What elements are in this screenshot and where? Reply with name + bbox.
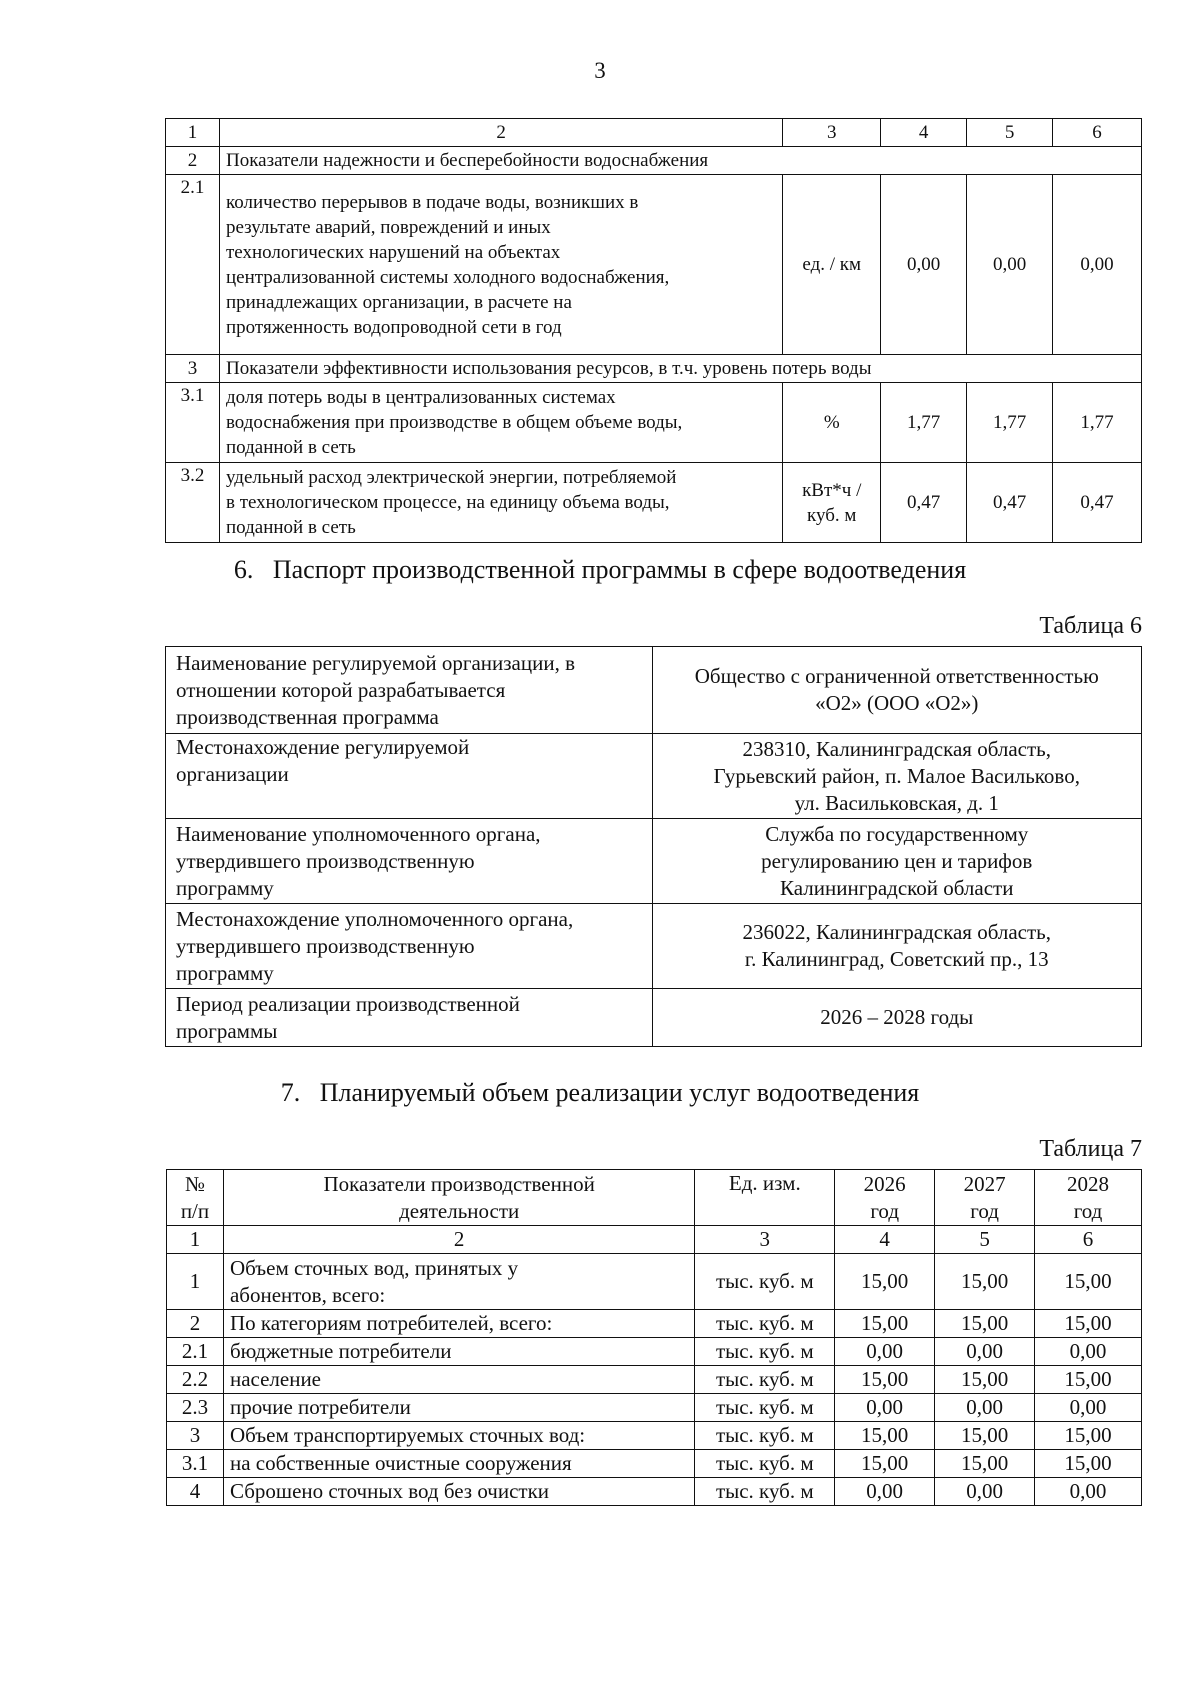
table-row: [167, 1394, 1142, 1422]
value-cell: 15,00: [1035, 1366, 1142, 1394]
col-number: 6: [1035, 1226, 1142, 1254]
wastewater-volume-table: [166, 1169, 1142, 1506]
unit-cell: тыс. куб. м: [695, 1478, 835, 1506]
value-cell: 15,00: [835, 1450, 935, 1478]
row-number: 3: [166, 355, 220, 383]
passport-value: 236022, Калининградская область, г. Калининград, Советский пр., 13: [652, 904, 1142, 989]
table-row: [167, 1478, 1142, 1506]
value-cell: 15,00: [835, 1366, 935, 1394]
table-row: [167, 1450, 1142, 1478]
col-number: 1: [166, 119, 220, 147]
unit-cell: ед. / км: [783, 175, 881, 355]
value-cell: 15,00: [835, 1422, 935, 1450]
indicator-name: Объем транспортируемых сточных вод:: [223, 1422, 694, 1450]
value-cell: 1,77: [967, 383, 1053, 463]
table-row: [167, 1366, 1142, 1394]
indicator-name: на собственные очистные сооружения: [223, 1450, 694, 1478]
indicator-name: население: [223, 1366, 694, 1394]
value-cell: 15,00: [935, 1254, 1035, 1310]
indicators-table: [165, 118, 1142, 543]
header-year: 2026 год: [835, 1170, 935, 1226]
table-row: [166, 819, 1142, 904]
row-number: 2.1: [167, 1338, 224, 1366]
col-number: 4: [881, 119, 967, 147]
value-cell: 15,00: [935, 1366, 1035, 1394]
passport-value: 238310, Калининградская область, Гурьевский район, п. Малое Васильково, ул. Васильковская, д. 1: [652, 734, 1142, 819]
value-cell: 0,47: [881, 463, 967, 543]
row-number: 2.3: [167, 1394, 224, 1422]
unit-cell: тыс. куб. м: [695, 1394, 835, 1422]
section-7-number: 7.: [280, 1078, 301, 1107]
section-7-title: Планируемый объем реализации услуг водоотведения: [319, 1078, 920, 1107]
table-row: [167, 1254, 1142, 1310]
section-6-number: 6.: [233, 555, 254, 584]
row-number: 1: [167, 1254, 224, 1310]
row-number: 2: [167, 1310, 224, 1338]
unit-cell: тыс. куб. м: [695, 1422, 835, 1450]
table-row: [166, 463, 1142, 543]
value-cell: 15,00: [935, 1310, 1035, 1338]
unit-cell: тыс. куб. м: [695, 1254, 835, 1310]
passport-value: 2026 – 2028 годы: [652, 989, 1142, 1047]
row-number: 2: [166, 147, 220, 175]
passport-label: Местонахождение регулируемой организации: [166, 734, 653, 819]
unit-cell: кВт*ч / куб. м: [783, 463, 881, 543]
value-cell: 0,00: [1035, 1478, 1142, 1506]
row-number: 3.1: [166, 383, 220, 463]
col-number: 5: [967, 119, 1053, 147]
col-number: 2: [223, 1226, 694, 1254]
page-number: 3: [594, 58, 606, 83]
passport-table: [165, 646, 1142, 1047]
indicator-name: Объем сточных вод, принятых у абонентов, всего:: [223, 1254, 694, 1310]
indicator-name: доля потерь воды в централизованных системах водоснабжения при производстве в общем объеме воды, поданной в сеть: [219, 383, 782, 463]
unit-cell: тыс. куб. м: [695, 1338, 835, 1366]
col-number: 2: [219, 119, 782, 147]
table-row: [166, 989, 1142, 1047]
value-cell: 0,00: [835, 1478, 935, 1506]
table-row: [167, 1338, 1142, 1366]
header-year: 2028 год: [1035, 1170, 1142, 1226]
col-number: 6: [1053, 119, 1142, 147]
col-number: 5: [935, 1226, 1035, 1254]
table-row: [166, 647, 1142, 734]
table-row: [166, 383, 1142, 463]
unit-cell: тыс. куб. м: [695, 1450, 835, 1478]
passport-label: Период реализации производственной программы: [166, 989, 653, 1047]
value-cell: 0,00: [935, 1394, 1035, 1422]
header-row: [167, 1170, 1142, 1226]
section-row: [166, 147, 1142, 175]
value-cell: 0,00: [835, 1394, 935, 1422]
table-row: [166, 175, 1142, 355]
value-cell: 0,00: [1053, 175, 1142, 355]
row-number: 3.2: [166, 463, 220, 543]
value-cell: 0,00: [1035, 1394, 1142, 1422]
passport-value: Общество с ограниченной ответственностью «О2» (ООО «О2»): [652, 647, 1142, 734]
table-7-caption: Таблица 7: [1039, 1136, 1142, 1162]
table-row: [167, 1422, 1142, 1450]
table-6-caption: Таблица 6: [1039, 613, 1142, 639]
col-number: 3: [695, 1226, 835, 1254]
value-cell: 0,00: [935, 1338, 1035, 1366]
table-row: [166, 904, 1142, 989]
value-cell: 15,00: [1035, 1450, 1142, 1478]
indicator-name: Сброшено сточных вод без очистки: [223, 1478, 694, 1506]
value-cell: 15,00: [935, 1422, 1035, 1450]
passport-value: Служба по государственному регулированию цен и тарифов Калининградской области: [652, 819, 1142, 904]
header-num: № п/п: [167, 1170, 224, 1226]
section-7-heading: [0, 1078, 1200, 1108]
unit-cell: тыс. куб. м: [695, 1310, 835, 1338]
unit-cell: %: [783, 383, 881, 463]
section-title: Показатели надежности и бесперебойности водоснабжения: [219, 147, 1141, 175]
value-cell: 1,77: [881, 383, 967, 463]
row-number: 4: [167, 1478, 224, 1506]
indicator-name: удельный расход электрической энергии, потребляемой в технологическом процессе, на единицу объема воды, поданной в сеть: [219, 463, 782, 543]
section-row: [166, 355, 1142, 383]
header-unit: Ед. изм.: [695, 1170, 835, 1226]
passport-label: Наименование регулируемой организации, в отношении которой разрабатывается производственная программа: [166, 647, 653, 734]
col-number: 3: [783, 119, 881, 147]
col-number: 1: [167, 1226, 224, 1254]
value-cell: 0,00: [881, 175, 967, 355]
column-number-row: [167, 1226, 1142, 1254]
section-title: Показатели эффективности использования ресурсов, в т.ч. уровень потерь воды: [219, 355, 1141, 383]
value-cell: 1,77: [1053, 383, 1142, 463]
value-cell: 15,00: [835, 1254, 935, 1310]
indicator-name: прочие потребители: [223, 1394, 694, 1422]
indicator-name: бюджетные потребители: [223, 1338, 694, 1366]
row-number: 2.1: [166, 175, 220, 355]
row-number: 3: [167, 1422, 224, 1450]
table-row: [166, 734, 1142, 819]
passport-label: Наименование уполномоченного органа, утвердившего производственную программу: [166, 819, 653, 904]
value-cell: 0,00: [835, 1338, 935, 1366]
value-cell: 0,00: [935, 1478, 1035, 1506]
passport-label: Местонахождение уполномоченного органа, утвердившего производственную программу: [166, 904, 653, 989]
header-indicator: Показатели производственной деятельности: [223, 1170, 694, 1226]
col-number: 4: [835, 1226, 935, 1254]
value-cell: 0,47: [967, 463, 1053, 543]
value-cell: 15,00: [1035, 1310, 1142, 1338]
column-number-row: [166, 119, 1142, 147]
value-cell: 15,00: [935, 1450, 1035, 1478]
indicator-name: По категориям потребителей, всего:: [223, 1310, 694, 1338]
value-cell: 0,00: [1035, 1338, 1142, 1366]
section-6-title: Паспорт производственной программы в сфере водоотведения: [272, 555, 967, 584]
section-6-heading: [0, 555, 1200, 585]
value-cell: 15,00: [1035, 1254, 1142, 1310]
table-row: [167, 1310, 1142, 1338]
header-year: 2027 год: [935, 1170, 1035, 1226]
unit-cell: тыс. куб. м: [695, 1366, 835, 1394]
indicator-name: количество перерывов в подаче воды, возникших в результате аварий, повреждений и иных технологических нарушений на объектах централизованной системы холодного водоснабжения, принадлежащих организации, в расчете на протяженность водопроводной сети в год: [219, 175, 782, 355]
row-number: 3.1: [167, 1450, 224, 1478]
row-number: 2.2: [167, 1366, 224, 1394]
value-cell: 0,00: [967, 175, 1053, 355]
value-cell: 15,00: [1035, 1422, 1142, 1450]
value-cell: 15,00: [835, 1310, 935, 1338]
value-cell: 0,47: [1053, 463, 1142, 543]
